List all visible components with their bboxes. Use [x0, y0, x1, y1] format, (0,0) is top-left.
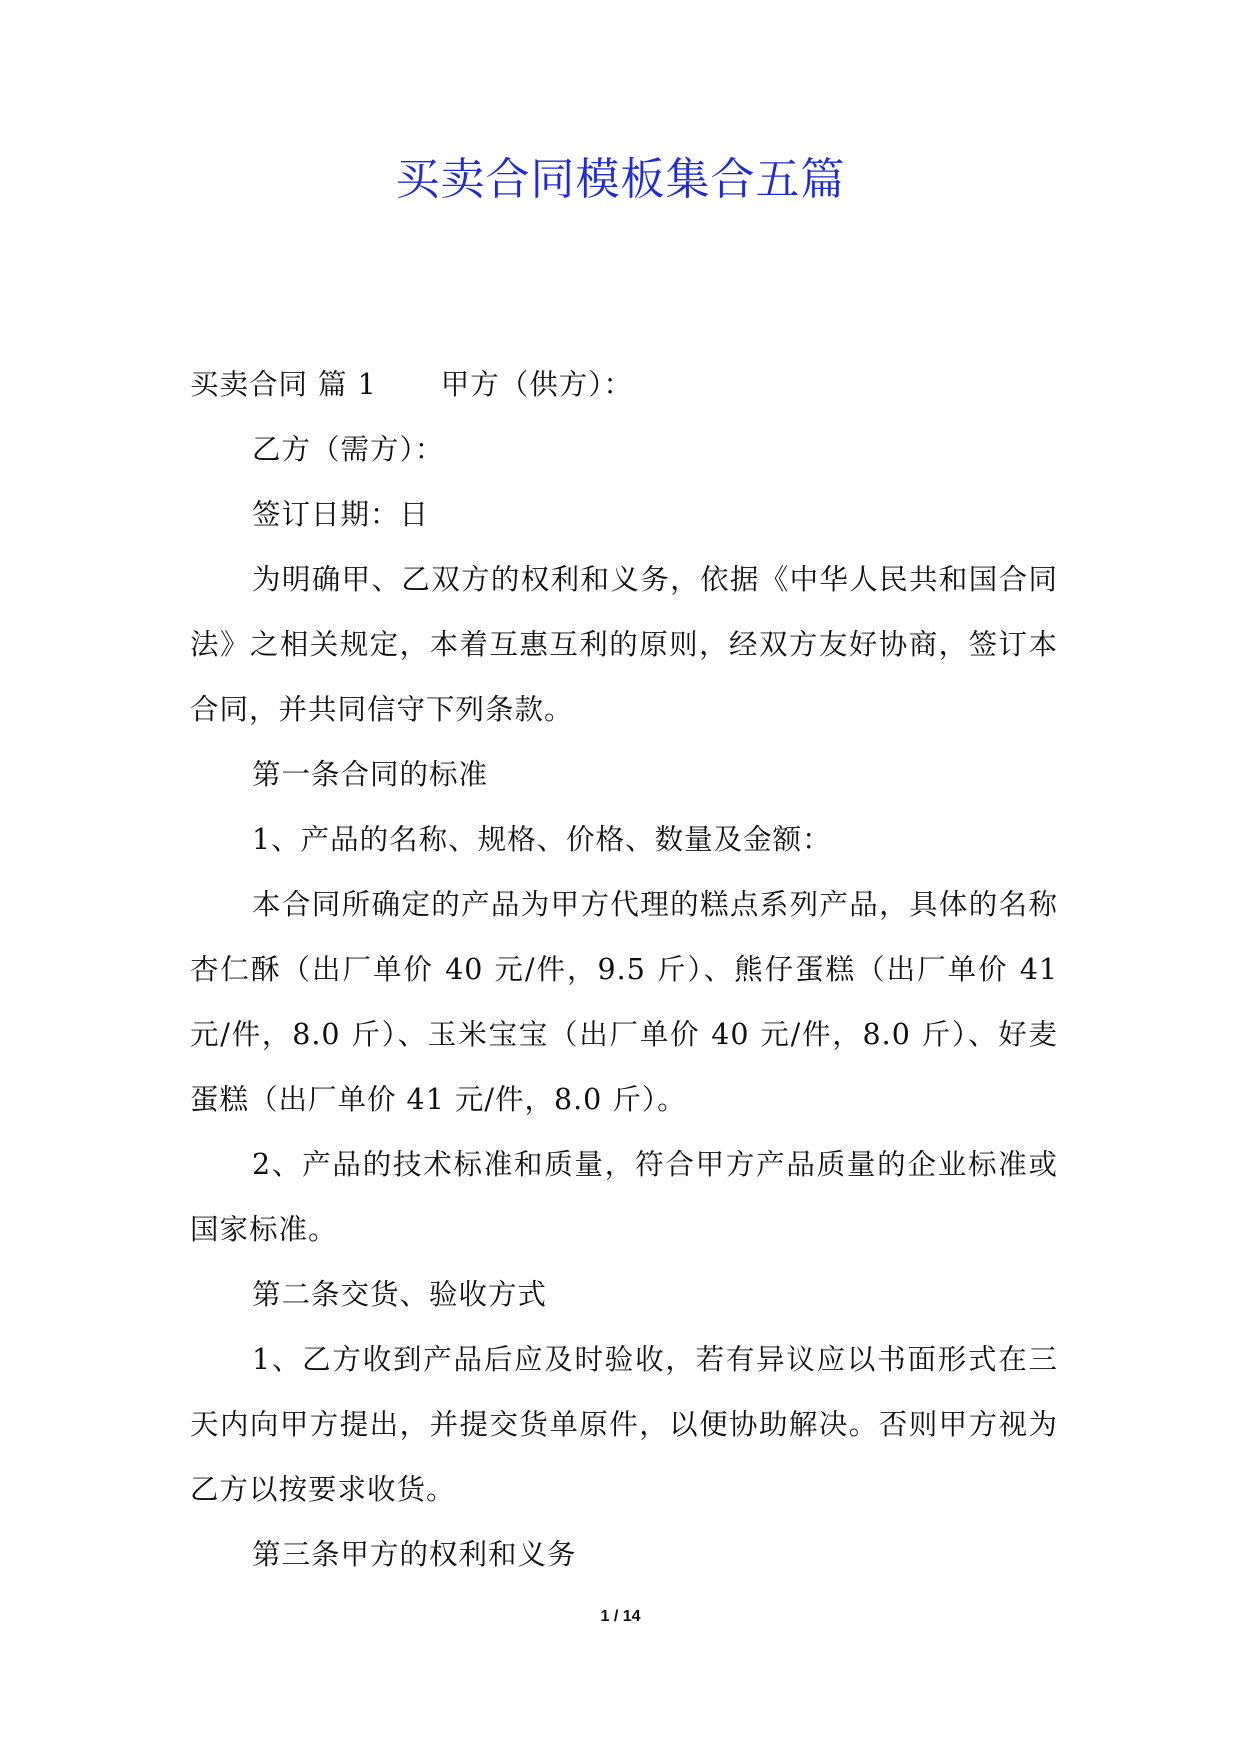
clause-1-2: 2、产品的技术标准和质量，符合甲方产品质量的企业标准或国家标准。 — [190, 1148, 1058, 1246]
party-a-label: 甲方（供方）： — [440, 368, 633, 401]
party-b-label: 乙方（需方）： — [252, 433, 445, 466]
section-number: 篇 1 — [318, 368, 377, 401]
document-title: 买卖合同模板集合五篇 — [395, 154, 846, 205]
signing-date: 签订日期：日 — [252, 498, 430, 531]
article-2-heading: 第二条交货、验收方式 — [252, 1278, 548, 1311]
page-number: 1 / 14 — [600, 1608, 641, 1625]
clause-1-1: 1、产品的名称、规格、价格、数量及金额： — [252, 823, 832, 856]
section-label: 买卖合同 — [190, 368, 309, 401]
section-heading-line — [190, 352, 1058, 417]
clause-2-1: 1、乙方收到产品后应及时验收，若有异议应以书面形式在三天内向甲方提出，并提交货单原件，以便协助解决。否则甲方视为乙方以按要求收货。 — [190, 1343, 1058, 1506]
document-body — [190, 352, 1058, 1587]
preamble-paragraph: 为明确甲、乙双方的权利和义务，依据《中华人民共和国合同法》之相关规定，本着互惠互利的原则，经双方友好协商，签订本合同，并共同信守下列条款。 — [190, 563, 1058, 726]
article-3-heading: 第三条甲方的权利和义务 — [252, 1538, 577, 1571]
product-description-paragraph: 本合同所确定的产品为甲方代理的糕点系列产品，具体的名称杏仁酥（出厂单价 40 元/件，9.5 斤）、熊仔蛋糕（出厂单价 41 元/件，8.0 斤）、玉米宝宝（出厂单价 40 元/件，8.0 斤）、好麦蛋糕（出厂单价 41 元/件，8.0 斤）。 — [190, 888, 1058, 1116]
article-1-heading: 第一条合同的标准 — [252, 758, 489, 791]
